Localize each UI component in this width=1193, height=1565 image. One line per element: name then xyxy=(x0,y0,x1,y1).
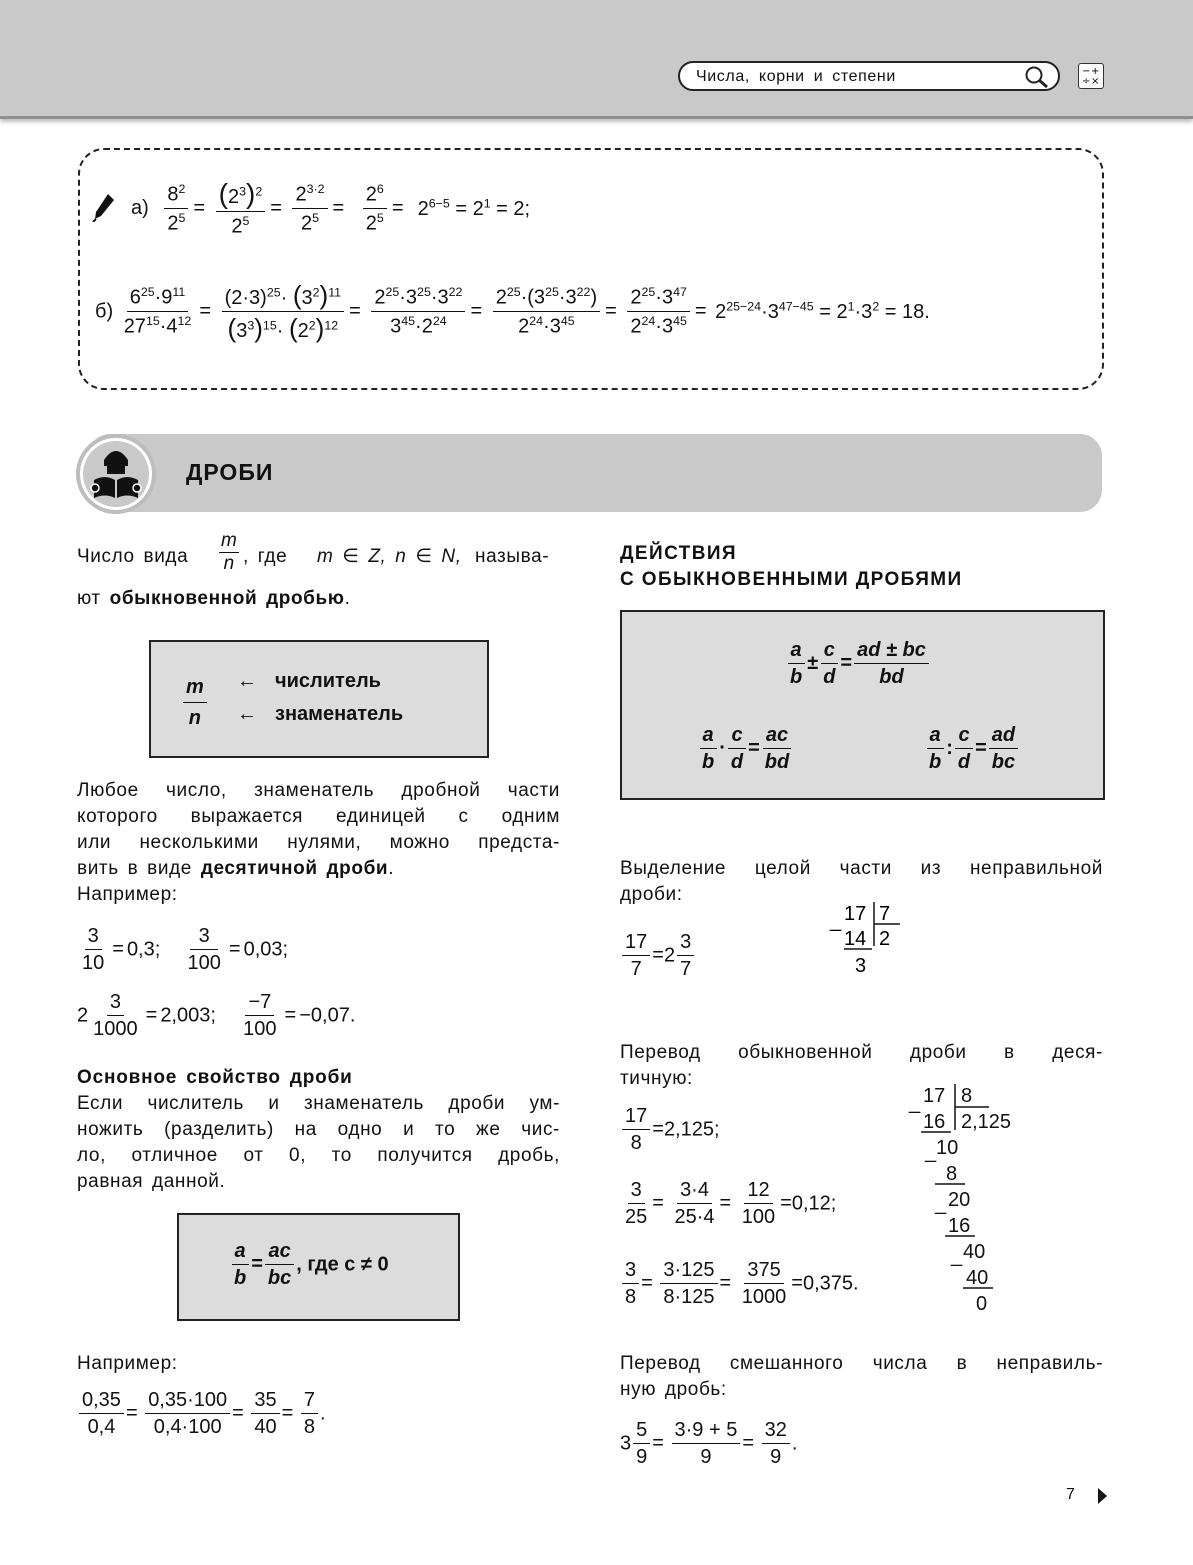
svg-text:−: − xyxy=(1082,66,1091,77)
svg-text:3: 3 xyxy=(855,955,867,977)
page-header xyxy=(0,0,1193,119)
property-line-4: равная данной. xyxy=(77,1171,226,1192)
svg-text:8: 8 xyxy=(946,1163,958,1185)
example-word-2: Например: xyxy=(77,1353,178,1374)
svg-text:0: 0 xyxy=(976,1293,988,1315)
long-division-17-8 xyxy=(905,1080,1035,1320)
example-a-label: а) xyxy=(131,197,149,220)
search-text: Числа, корни и степени xyxy=(696,68,896,85)
ops-title-1: ДЕЙСТВИЯ xyxy=(620,543,737,564)
convert-example-3: $\frac{3}{8}$ = $\frac{3\cdot 125}{8\cdot 125}$ = $\frac{375}{1000}$ =0,375. xyxy=(620,1260,859,1307)
next-page-arrow-icon[interactable] xyxy=(1096,1487,1108,1505)
search-bar[interactable] xyxy=(678,61,1060,91)
property-formula-box: $\frac{a}{b}$ = $\frac{ac}{bc}$ , где c ≠ 0 xyxy=(177,1213,460,1321)
calculator-icon[interactable] xyxy=(1078,63,1104,89)
long-division-17-7 xyxy=(826,900,906,980)
svg-text:_: _ xyxy=(925,1141,937,1163)
svg-text:40: 40 xyxy=(963,1241,986,1263)
reader-badge xyxy=(76,434,156,514)
denominator-label: знаменатель xyxy=(275,703,404,725)
svg-text:40: 40 xyxy=(966,1267,989,1289)
property-line-3: ло, отличное от 0, то получится дробь, xyxy=(77,1145,560,1166)
property-example: $\frac{0,35}{0,4}$ = $\frac{0,35\cdot 100}{0,4\cdot 100}$ = $\frac{35}{40}$ = $\frac{7}{8}$ . xyxy=(77,1390,326,1437)
convert-line-1: Перевод обыкновенной дроби в деся- xyxy=(620,1042,1103,1063)
property-line-2: ножить (разделить) на одно и то же чис- xyxy=(77,1119,560,1140)
reader-icon xyxy=(80,438,152,510)
multiply-formula: $\frac{a}{b}$ · $\frac{c}{d}$ = $\frac{ac}{bd}$ xyxy=(697,725,794,772)
decimal-line-2: которого выражается единицей с одним xyxy=(77,806,560,827)
example-word: Например: xyxy=(77,884,178,905)
property-line-1: Если числитель и знаменатель дроби ум- xyxy=(77,1093,560,1114)
mixed-line-1: Перевод смешанного числа в неправиль- xyxy=(620,1353,1103,1374)
numerator-label: числитель xyxy=(275,670,381,692)
svg-text:×: × xyxy=(1091,76,1100,87)
pen-icon xyxy=(92,192,116,222)
mixed-line-2: ную дробь: xyxy=(620,1379,727,1400)
add-sub-formula: $\frac{a}{b}$ ± $\frac{c}{d}$ = $\frac{ad \pm bc}{bd}$ xyxy=(785,640,931,687)
svg-text:16: 16 xyxy=(948,1215,971,1237)
svg-text:17: 17 xyxy=(923,1085,946,1107)
intro-fraction: m n xyxy=(221,530,238,574)
decimal-line-3: или несколькими нулями, можно предста- xyxy=(77,832,560,853)
svg-text:8: 8 xyxy=(961,1085,973,1107)
svg-text:_: _ xyxy=(935,1193,947,1215)
decimal-example-1: $\frac{3}{10}$ = 0,3; $\frac{3}{100}$ = 0,03; xyxy=(82,925,289,974)
search-icon[interactable] xyxy=(1024,65,1050,89)
svg-text:÷: ÷ xyxy=(1082,76,1091,87)
intro-text: Число вида m n , где m ∈ Z, n ∈ N, называ- xyxy=(77,530,550,574)
convert-example-1: $\frac{17}{8}$ =2,125; xyxy=(620,1106,720,1153)
svg-text:14: 14 xyxy=(844,928,867,950)
svg-text:17: 17 xyxy=(844,903,867,925)
convert-example-2: $\frac{3}{25}$ = $\frac{3\cdot 4}{25\cdot 4}$ = $\frac{12}{100}$ =0,12; xyxy=(625,1179,837,1228)
example-a: а) $\frac{8^2}{2^5}$ = $\frac{(2^3)^2}{2^5}$ = $\frac{2^{3\cdot 2}}{2^5}$ = $\frac{2^6}{2^5}$ = $2^{6-5} = 2^1 = 2$; xyxy=(131,178,531,238)
svg-text:16: 16 xyxy=(923,1111,946,1133)
decimal-example-2: 2 $\frac{3}{1000}$ = 2,003; $\frac{-7}{100}$ = −0,07. xyxy=(77,991,356,1040)
example-b: б) $\frac{6^{25}\cdot 9^{11}}{27^{15}\cdot 4^{12}}$ = $\frac{(2\cdot 3)^{25}\cdot (3^2)^{11}}{(3^3)^{15}\cdot (2^2)^{12}}$ = $\frac{2^{25}\cdot 3^{25}\cdot 3^{22}}{3^{45}\cdot 2^{24}}$ = $\frac{2^{25}\cdot(3^{25}\cdot 3^{22})}{2^{24}\cdot 3^{45}}$ = $\frac{2^{25}\cdot 3^{47}}{2^{24}\cdot 3^{45}}$ = $2^{25-24}\cdot 3^{47-45} = 2^1\cdot 3^2 = 18$. xyxy=(95,280,930,343)
ops-title-2: С ОБЫКНОВЕННЫМИ ДРОБЯМИ xyxy=(620,569,963,590)
whole-part-line-2: дроби: xyxy=(620,884,683,905)
svg-text:+: + xyxy=(1091,66,1100,77)
whole-part-line-1: Выделение целой части из неправильной xyxy=(620,858,1103,879)
divide-formula: $\frac{a}{b}$ : $\frac{c}{d}$ = $\frac{ad}{bc}$ xyxy=(924,725,1020,772)
whole-part-example: $\frac{17}{7}$ =2 $\frac{3}{7}$ xyxy=(620,932,696,979)
svg-text:_: _ xyxy=(951,1245,963,1267)
decimal-line-1: Любое число, знаменатель дробной части xyxy=(77,780,560,801)
svg-text:2: 2 xyxy=(879,928,891,950)
svg-text:20: 20 xyxy=(948,1189,971,1211)
svg-text:_: _ xyxy=(830,910,842,932)
page-number: 7 xyxy=(1066,1486,1075,1503)
svg-text:7: 7 xyxy=(879,903,891,925)
property-title: Основное свойство дроби xyxy=(77,1067,353,1088)
numerator-denominator-box: m n ← ← числитель знаменатель xyxy=(149,640,489,758)
convert-line-2: тичную: xyxy=(620,1068,693,1089)
mixed-example: 3 $\frac{5}{9}$ = $\frac{3\cdot 9 + 5}{9}$ = $\frac{32}{9}$ . xyxy=(620,1419,798,1468)
svg-text:10: 10 xyxy=(936,1137,959,1159)
decimal-line-4: вить в виде десятичной дроби. xyxy=(77,858,395,879)
operations-box xyxy=(620,610,1105,800)
svg-text:2,125: 2,125 xyxy=(961,1111,1012,1133)
example-b-label: б) xyxy=(95,300,114,323)
intro-line-2: ют обыкновенной дробью. xyxy=(77,588,351,609)
section-title: ДРОБИ xyxy=(186,459,274,485)
svg-text:_: _ xyxy=(909,1092,921,1114)
intro-prefix: Число вида xyxy=(77,546,189,567)
